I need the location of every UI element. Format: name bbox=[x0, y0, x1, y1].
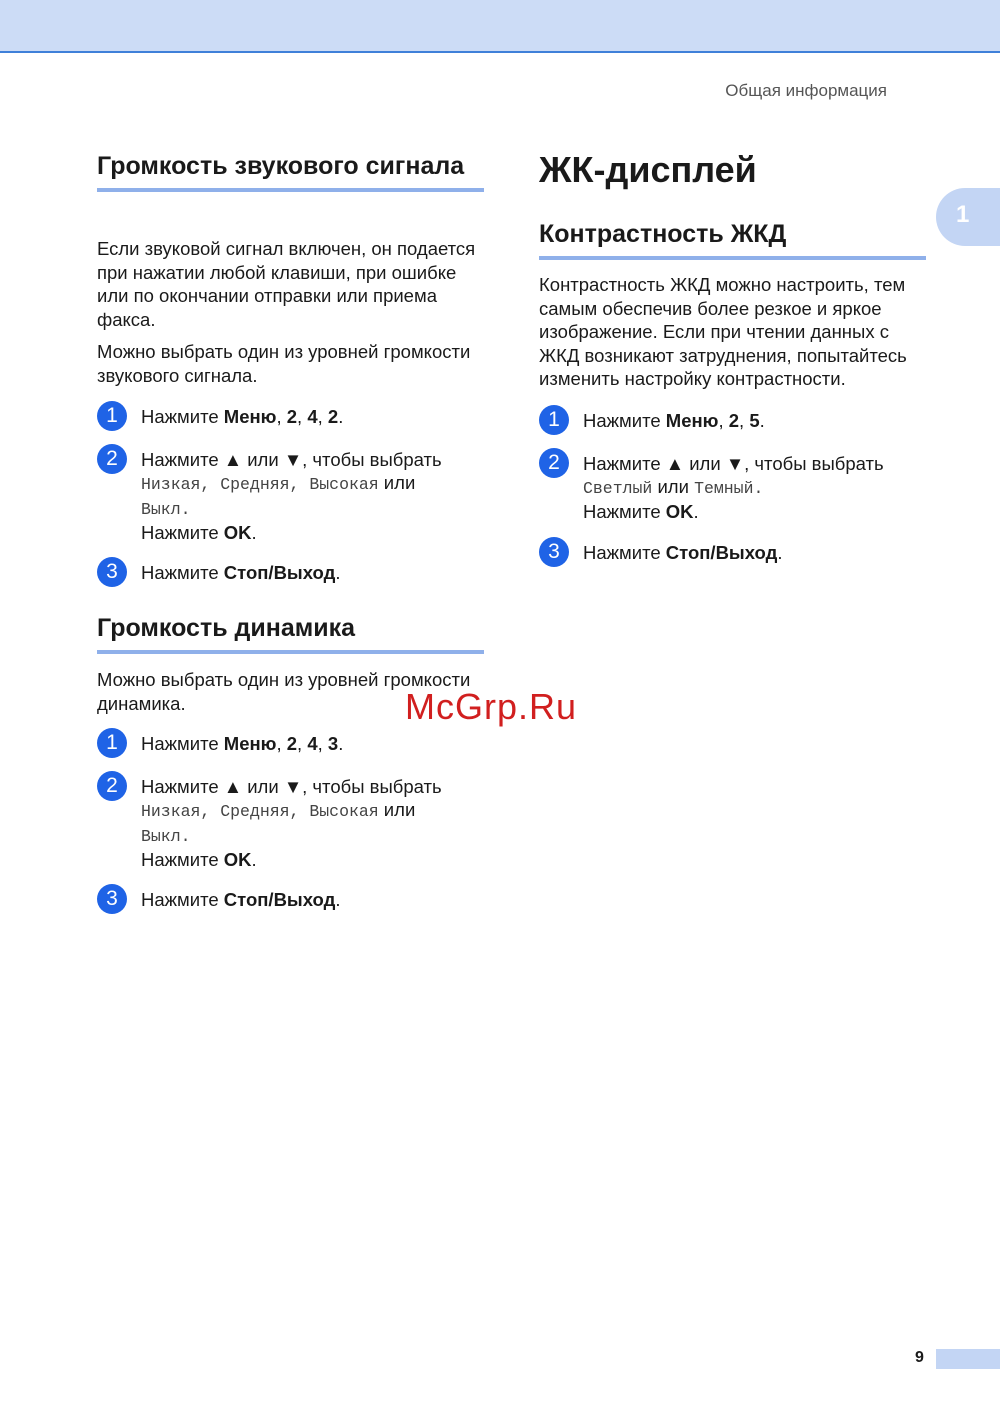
step-number-badge: 2 bbox=[539, 448, 569, 478]
option-high: Высокая bbox=[309, 802, 379, 821]
chapter-title: ЖК-дисплей bbox=[539, 149, 757, 190]
option-dark: Темный bbox=[694, 479, 754, 498]
ok-key: OK bbox=[223, 849, 252, 870]
step-text: Нажмите ▲ или ▼, чтобы выбрать Низкая, Средняя, Высокая или Выкл. Нажмите OK. bbox=[141, 776, 442, 870]
option-medium: Средняя bbox=[220, 475, 290, 494]
step-text: Нажмите Стоп/Выход. bbox=[583, 542, 783, 563]
menu-key: Меню bbox=[223, 733, 277, 754]
beep-levels-note: Можно выбрать один из уровней громкости звукового сигнала. bbox=[97, 341, 471, 386]
stop-exit-key: Стоп/Выход bbox=[223, 562, 336, 583]
step-text: Нажмите Стоп/Выход. bbox=[141, 889, 341, 910]
speaker-levels-note: Можно выбрать один из уровней громкости динамика. bbox=[97, 669, 471, 714]
section-title-lcd-contrast: Контрастность ЖКД bbox=[539, 219, 926, 260]
page-number: 9 bbox=[915, 1349, 924, 1366]
ok-key: OK bbox=[223, 522, 252, 543]
step-text: Нажмите Меню, 2, 4, 3. bbox=[141, 733, 344, 754]
chapter-tab bbox=[936, 188, 1000, 246]
running-header: Общая информация bbox=[725, 81, 887, 100]
menu-key: Меню bbox=[223, 406, 277, 427]
step-number-badge: 1 bbox=[539, 405, 569, 435]
option-high: Высокая bbox=[309, 475, 379, 494]
beep-description: Если звуковой сигнал включен, он подается при нажатии любой клавиши, при ошибке или по окончании отправки или приема факса. bbox=[97, 238, 476, 330]
menu-key: Меню bbox=[665, 410, 719, 431]
step-text: Нажмите Стоп/Выход. bbox=[141, 562, 341, 583]
option-off: Выкл bbox=[141, 827, 181, 846]
stop-exit-key: Стоп/Выход bbox=[223, 889, 336, 910]
step-number-badge: 2 bbox=[97, 444, 127, 474]
stop-exit-key: Стоп/Выход bbox=[665, 542, 778, 563]
step-text: Нажмите Меню, 2, 5. bbox=[583, 410, 765, 431]
section-title-beep-volume: Громкость звукового сигнала bbox=[97, 151, 484, 192]
step-number-badge: 3 bbox=[97, 884, 127, 914]
step-number-badge: 1 bbox=[97, 401, 127, 431]
step-number-badge: 3 bbox=[97, 557, 127, 587]
ok-key: OK bbox=[665, 501, 694, 522]
option-low: Низкая bbox=[141, 475, 201, 494]
option-medium: Средняя bbox=[220, 802, 290, 821]
step-text: Нажмите ▲ или ▼, чтобы выбрать Низкая, Средняя, Высокая или Выкл. Нажмите OK. bbox=[141, 449, 442, 543]
section-title-speaker-volume: Громкость динамика bbox=[97, 613, 484, 654]
page-tab bbox=[936, 1349, 1000, 1369]
top-color-band bbox=[0, 0, 1000, 53]
step-number-badge: 1 bbox=[97, 728, 127, 758]
watermark: McGrp.Ru bbox=[405, 686, 578, 727]
option-low: Низкая bbox=[141, 802, 201, 821]
step-number-badge: 2 bbox=[97, 771, 127, 801]
step-number-badge: 3 bbox=[539, 537, 569, 567]
chapter-number: 1 bbox=[956, 201, 970, 228]
option-light: Светлый bbox=[583, 479, 653, 498]
step-text: Нажмите ▲ или ▼, чтобы выбрать Светлый или Темный. Нажмите OK. bbox=[583, 453, 884, 522]
contrast-description: Контрастность ЖКД можно настроить, тем самым обеспечив более резкое и яркое изображение. Если при чтении данных с ЖКД возникают затруднения, попытайтесь изменить настройку контрастности. bbox=[539, 274, 907, 389]
step-text: Нажмите Меню, 2, 4, 2. bbox=[141, 406, 344, 427]
option-off: Выкл bbox=[141, 500, 181, 519]
